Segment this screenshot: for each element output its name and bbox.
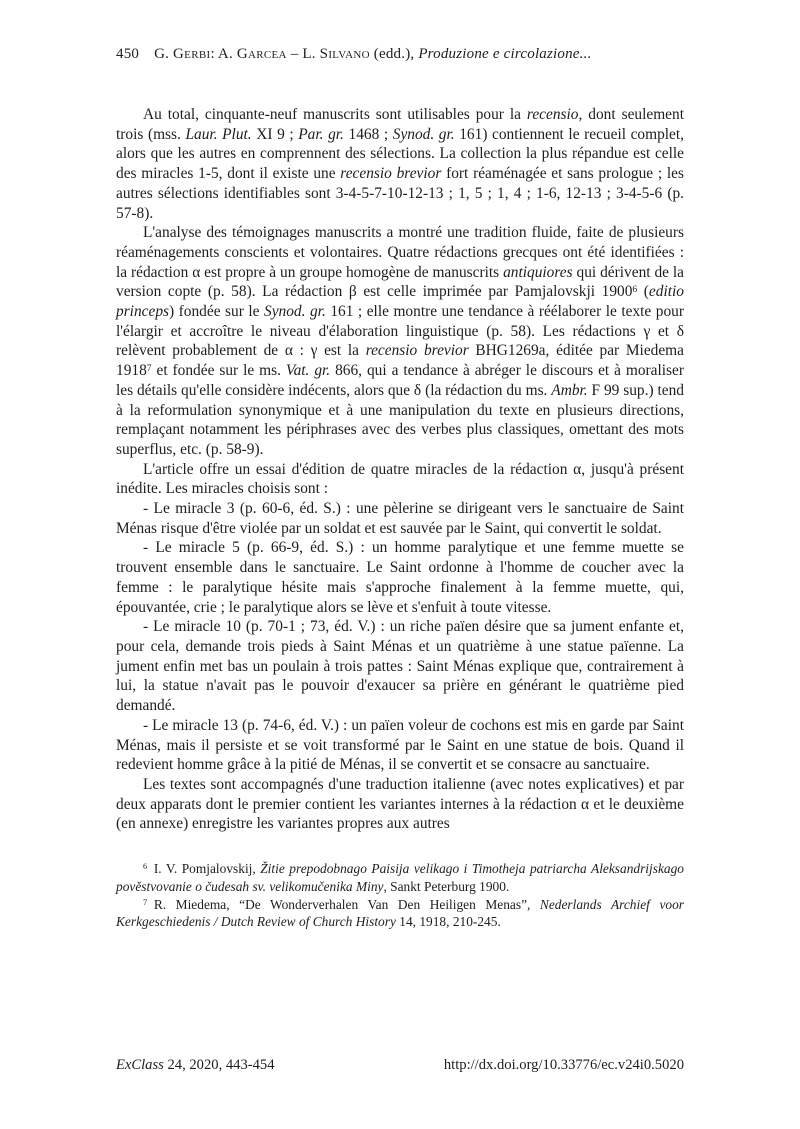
page-number: 450 (116, 46, 140, 62)
body-paragraph: Au total, cinquante-neuf manuscrits sont utilisables pour la recensio, dont seulement trois (mss. Laur. Plut. XI 9 ; Par. gr. 1468 ; Synod. gr. 161) contiennent le recueil complet, alors que les autres en comprennent des sélections. La collection la plus répandue est celle des miracles 1-5, dont il existe une recensio brevior fort réaménagée et sans prologue ; les autres sélections identifiables sont 3-4-5-7-10-12-13 ; 1, 5 ; 1, 4 ; 1-6, 12-13 ; 3-4-5-6 (p. 57-8). (116, 106, 685, 222)
footnote: $^6$ I. V. Pomjalovskij, Žitie prepodobnago Paisija velikago i Timotheja patriarcha Aleksandrijskago pověstvovanie o čudesah sv. velikomučenika Miny, Sankt Peterburg 1900. (116, 861, 684, 894)
running-header (116, 46, 684, 63)
body-paragraph-miracle-10: - Le miracle 10 (p. 70-1 ; 73, éd. V.) : un riche païen désire que sa jument enfante et, pour cela, demande trois pieds à Saint Ménas et un quatrième à une statue païenne. La jument enfin met bas un poulain à trois pattes : Saint Ménas explique que, contrairement à lui, la statue n'avait pas le pouvoir d'exaucer sa prière en générant le quatrième pied demandé. (116, 618, 684, 715)
journal-citation: ExClass 24, 2020, 443-454 (116, 1057, 275, 1073)
body-paragraph: L'article offre un essai d'édition de quatre miracles de la rédaction α, jusqu'à présent inédite. Les miracles choisis sont : (116, 460, 684, 498)
body-paragraph-miracle-5: - Le miracle 5 (p. 66-9, éd. S.) : un homme paralytique et une femme muette se trouvent ensemble dans le sanctuaire. Le Saint ordonne à l'homme de coucher avec la femme : le paralytique hésite mais s'approche finalement à la femme muette, qui, épouvantée, crie ; le paralytique alors se lève et s'enfuit à toute vitesse. (116, 539, 684, 616)
footnote: $^7$ R. Miedema, “De Wonderverhalen Van Den Heiligen Menas”, Nederlands Archief voor Kerkgeschiedenis / Dutch Review of Church History 14, 1918, 210-245. (116, 896, 684, 930)
page-footer (116, 1057, 684, 1074)
body-paragraph: L'analyse des témoignages manuscrits a montré une tradition fluide, faite de plusieurs réaménagements conscients et volontaires. Quatre rédactions grecques ont été identifiées : la rédaction α est propre à un groupe homogène de manuscrits antiquiores qui dérivent de la version copte (p. 58). La rédaction β est celle imprimée par Pamjalovskji 1900$^6$ (editio princeps) fondée sur le Synod. gr. 161 ; elle montre une tendance à réélaborer le texte pour l'élargir et accroître le niveau d'élaboration linguistique (p. 58). Les rédactions γ et δ relèvent probablement de α : γ est la recensio brevior BHG1269a, éditée par Miedema 1918$^7$ et fondée sur le ms. Vat. gr. 866, qui a tendance à abréger le discours et à moraliser les détails qu'elle considère indécents, alors que δ (la rédaction du ms. Ambr. F 99 sup.) tend à la reformulation synonymique et à une manipulation du texte en plusieurs directions, remplaçant notamment les périphrases avec des verbes plus classiques, omettant des mots superflus, etc. (p. 58-9). (116, 224, 685, 458)
article-body (116, 105, 684, 834)
body-paragraph-miracle-13: - Le miracle 13 (p. 74-6, éd. V.) : un païen voleur de cochons est mis en garde par Saint Ménas, mais il persiste et se voit transformé par le Saint en une statue de bois. Quand il redevient homme grâce à la pitié de Ménas, il se convertit et se consacre au sanctuaire. (116, 716, 684, 774)
body-paragraph: Les textes sont accompagnés d'une traduction italienne (avec notes explicatives) et par deux apparats dont le premier contient les variantes internes à la rédaction α et le deuxième (en annexe) enregistre les variantes propres aux autres (116, 775, 684, 833)
footnotes-block (116, 860, 684, 931)
body-paragraph-miracle-3: - Le miracle 3 (p. 60-6, éd. S.) : une pèlerine se dirigeant vers le sanctuaire de Saint Ménas risque d'être violée par un soldat et est sauvée par le Saint, qui convertit le soldat. (116, 500, 684, 537)
page-content (116, 46, 684, 931)
running-title: G. Gerbi: A. Garcea – L. Silvano (edd.), Produzione e circolazione... (154, 46, 592, 62)
doi-text: http://dx.doi.org/10.33776/ec.v24i0.5020 (443, 1057, 684, 1073)
